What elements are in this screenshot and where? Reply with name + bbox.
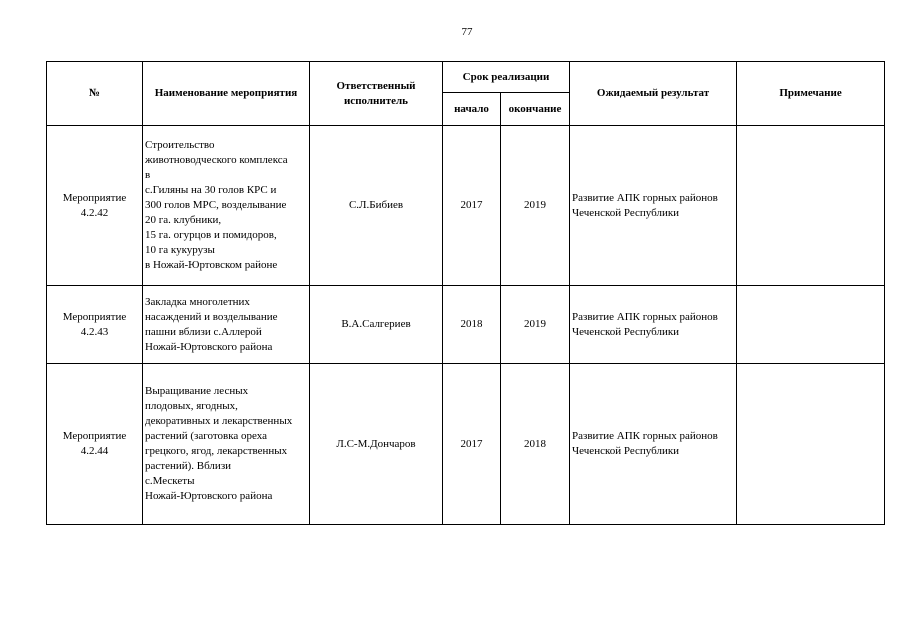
row-end-year: 2019: [501, 286, 570, 364]
row-expected-result: [570, 364, 737, 525]
header-num: №: [47, 62, 143, 126]
row-start-year: 2017: [443, 364, 501, 525]
row-end-year: 2019: [501, 126, 570, 286]
row-number: [47, 126, 143, 286]
row-activity-name: [143, 286, 310, 364]
row-note: [737, 126, 885, 286]
name-line: с.Мескеты: [145, 475, 195, 487]
row-number: [47, 364, 143, 525]
name-line: пашни вблизи с.Аллерой: [145, 325, 262, 338]
row-executor: С.Л.Бибиев: [310, 126, 443, 286]
name-line: Ножай-Юртовского района: [145, 490, 273, 502]
result-line: Развитие АПК горных районов: [572, 310, 718, 323]
name-line: животноводческого комплекса: [145, 154, 288, 166]
table-row: [47, 286, 885, 364]
header-executor-line2: исполнитель: [343, 94, 409, 107]
row-note: [737, 364, 885, 525]
name-line: 300 голов МРС, возделывание: [145, 199, 287, 211]
header-note: Примечание: [737, 62, 885, 126]
header-end: окончание: [501, 93, 570, 126]
row-number-code: 4.2.43: [80, 325, 109, 338]
row-number-code: 4.2.44: [80, 445, 109, 457]
name-line: в: [145, 169, 151, 181]
name-line: насаждений и возделывание: [145, 310, 278, 323]
row-expected-result: [570, 126, 737, 286]
name-line: 10 га кукурузы: [145, 244, 215, 256]
row-end-year: 2018: [501, 364, 570, 525]
row-executor: В.А.Салгериев: [310, 286, 443, 364]
name-line: декоративных и лекарственных: [145, 415, 293, 427]
row-number-label: Мероприятие: [62, 310, 127, 323]
result-line: Чеченской Республики: [572, 325, 680, 338]
header-period: Срок реализации: [443, 62, 570, 93]
row-number: [47, 286, 143, 364]
header-executor-line1: Ответственный: [336, 79, 416, 92]
name-line: Строительство: [145, 139, 215, 151]
activities-table: [46, 61, 885, 525]
name-line: растений). Вблизи: [145, 460, 232, 472]
row-activity-name: [143, 126, 310, 286]
name-line: 20 га. клубники,: [145, 214, 222, 226]
name-line: Ножай-Юртовского района: [145, 340, 273, 353]
name-line: 15 га. огурцов и помидоров,: [145, 229, 277, 241]
result-line: Развитие АПК горных районов: [572, 430, 718, 442]
name-line: Закладка многолетних: [145, 295, 250, 308]
header-executor: [310, 62, 443, 126]
header-result: Ожидаемый результат: [570, 62, 737, 126]
page-number: 77: [461, 26, 473, 38]
name-line: растений (заготовка ореха: [145, 430, 267, 442]
header-name: Наименование мероприятия: [143, 62, 310, 126]
table-row: [47, 364, 885, 525]
name-line: грецкого, ягод, лекарственных: [145, 445, 288, 457]
name-line: Выращивание лесных: [145, 385, 249, 397]
header-row: [47, 62, 885, 93]
name-line: в Ножай-Юртовском районе: [145, 259, 278, 271]
row-expected-result: [570, 286, 737, 364]
table-row: [47, 126, 885, 286]
result-line: Развитие АПК горных районов: [572, 191, 718, 204]
row-number-code: 4.2.42: [80, 206, 109, 219]
header-start: начало: [443, 93, 501, 126]
result-line: Чеченской Республики: [572, 445, 680, 457]
row-start-year: 2017: [443, 126, 501, 286]
row-number-label: Мероприятие: [62, 191, 127, 204]
row-start-year: 2018: [443, 286, 501, 364]
result-line: Чеченской Республики: [572, 206, 680, 219]
name-line: с.Гиляны на 30 голов КРС и: [145, 184, 277, 196]
row-note: [737, 286, 885, 364]
row-executor: Л.С-М.Дончаров: [310, 364, 443, 525]
name-line: плодовых, ягодных,: [145, 400, 238, 412]
row-activity-name: [143, 364, 310, 525]
row-number-label: Мероприятие: [62, 430, 127, 442]
